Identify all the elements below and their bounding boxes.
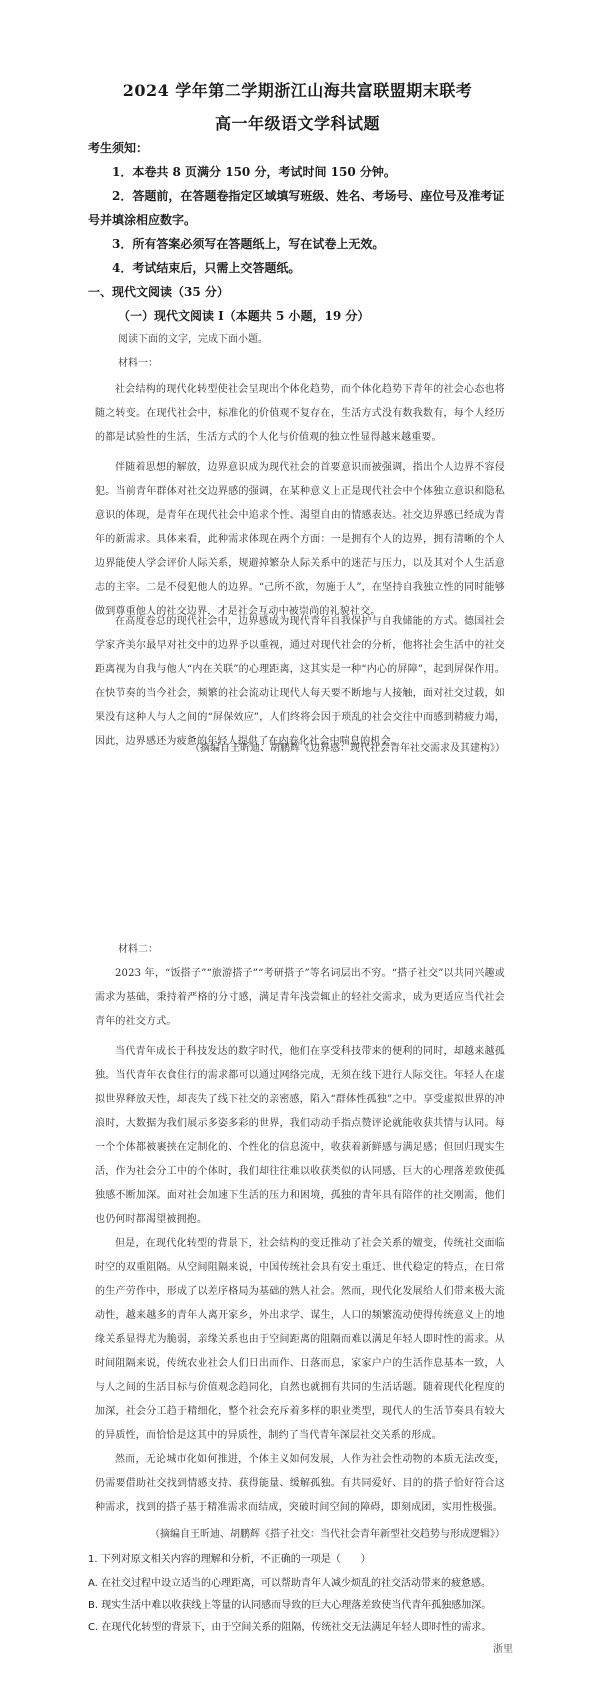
question-option: B. 现实生活中难以收获线上等量的认同感而导致的巨大心理落差致使当代青年孤独感加深。 (88, 1600, 492, 1611)
exam-subtitle: 高一年级语文学科试题 (214, 114, 380, 133)
notice-item: 4．考试结束后，只需上交答题纸。 (112, 261, 301, 275)
material1-paragraph: 伴随着思想的解放，边界意识成为现代社会的首要意识而被强调，指出个人边界不容侵犯。当前青年群体对社交边界感的强调，在某种意义上正是现代社会中个体独立意识和隐私意识的体现，是青年在现代社会中追求个性、渴望自由的情感表达。社交边界感已经成为青年的新需求。具体来看，此种需求体现在两个方面：一是拥有个人的边界，拥有清晰的个人边界能使人学会评价人际关系，规避掉繁杂人际关系中的迷茫与压力，以及其对个人生活意志的主宰。二是不侵犯他人的边界。“己所不欲，勿施于人”，在坚持自我独立性的同时能够做到尊重他人的社交边界，才是社会互动中被崇尚的礼貌社交。 (95, 462, 505, 617)
notice-item: 1．本卷共 8 页满分 150 分，考试时间 150 分钟。 (112, 165, 396, 179)
material2-paragraph: 2023 年，“饭搭子”“旅游搭子”“考研搭子”等名词层出不穷。“搭子社交”以共同兴趣或需求为基础，秉持着严格的分寸感，满足青年浅尝辄止的轻社交需求，成为更适应当代社会青年的社交方式。 (95, 968, 505, 1027)
instruction-text: 阅读下面的文字，完成下面小题。 (118, 334, 268, 345)
question-option: A. 在社交过程中设立适当的心理距离，可以帮助青年人减少烦乱的社交活动带来的疲惫感。 (88, 1578, 492, 1589)
section-heading: 一、现代文阅读（35 分） (88, 285, 229, 299)
question-stem: 1. 下列对原文相关内容的理解和分析，不正确的一项是（ ） (88, 1554, 371, 1565)
material2-paragraph: 然而，无论城市化如何推进，个体主义如何发展，人作为社会性动物的本质无法改变，仍需要借助社交找到情感支持、获得能量、缓解孤独。有共同爱好、目的的搭子恰好符合这种需求，找到的搭子基于精准需求而结成，突破时间空间的障碍，即刻成团，实用性极强。 (95, 1454, 505, 1513)
notice-heading: 考生须知： (88, 141, 149, 155)
question-option: C. 在现代化转型的背景下，由于空间关系的阻隔，传统社交无法满足年轻人即时性的需求。 (88, 1622, 492, 1633)
material1-paragraph: 在高度卷总的现代社会中，边界感成为现代青年自我保护与自我储能的方式。德国社会学家齐美尔最早对社交中的边界予以重视，通过对现代社会的分析，他将社会生活中的社交距离视为自我与他人“内在关联”的心理距离，这其实是一种“内心的屏障”，起到屏保作用。在快节奏的当今社会，频繁的社会流动让现代人每天要不断地与人接触，面对社交过载，如果没有这种人与人之间的“屏保效应”，人们终将会因于琐乱的社会交往中而感到精疲力竭，因此，边界感还为疲惫的年轻人提供了在内卷化社会中喘息的机会。 (95, 616, 505, 747)
material2-citation: （摘编自王昕迪、胡鹏辉《搭子社交：当代社会青年新型社交趋势与形成逻辑》） (150, 1529, 505, 1540)
material1-citation: （摘编自王昕迪、胡鹏辉《边界感：现代社会青年社交需求及其建构》） (190, 743, 505, 754)
notice-item: 3．所有答案必须写在答题纸上，写在试卷上无效。 (112, 237, 385, 251)
material2-paragraph: 当代青年成长于科技发达的数字时代，他们在享受科技带来的便利的同时，却越来越孤独。当代青年衣食住行的需求都可以通过网络完成，无须在线下进行人际交往。年轻人在虚拟世界释放天性，却丧失了线下社交的亲密感，陷入“群体性孤独”之中。享受虚拟世界的冲浪时，大数据为我们展示多姿多彩的世界，我们动动手指点赞评论就能收获共情与认同。每一个个体都被裹挟在定制化的、个性化的信息流中，收获着新鲜感与满足感；但回归现实生活，作为社会分工中的个体时，我们却往往难以收获类似的认同感，巨大的心理落差致使孤独感不断加深。面对社会加速下生活的压力和困境，孤独的青年具有陪伴的社交刚需，他们也仍何时都渴望被拥抱。 (95, 1046, 505, 1225)
notice-item: 2．答题前，在答题卷指定区域填写班级、姓名、考场号、座位号及准考证 (112, 189, 505, 203)
material1-paragraph: 社会结构的现代化转型使社会呈现出个体化趋势，而个体化趋势下青年的社会心态也将随之转变。在现代社会中，标准化的价值观不复存在，生活方式没有数我数有，每个人经历的都是试验性的生活，生活方式的个人化与价值观的独立性显得越来越重要。 (95, 384, 505, 443)
material2-label: 材料二： (118, 944, 158, 955)
material1-label: 材料一： (118, 358, 158, 369)
exam-title: 2024 学年第二学期浙江山海共富联盟期末联考 (122, 81, 473, 100)
footer-mark: 浙里 (493, 1644, 513, 1655)
material2-paragraph: 但是，在现代化转型的背景下，社会结构的变迁推动了社会关系的嬗变，传统社交面临时空的双重阻隔。从空间阻隔来说，中国传统社会具有安土重迁、世代稳定的特点，在日常的生产劳作中，形成了以差序格局为基础的熟人社会。然而，现代化发展给人们带来极大流动性，越来越多的青年人离开家乡，外出求学、谋生，人口的频繁流动使得传统意义上的地缘关系显得尤为脆弱，亲缘关系也由于空间距离的阻隔而难以满足年轻人即时性的需求。从时间阻隔来说，传统农业社会人们日出而作、日落而息，家家户户的生活作息基本一致，人与人之间的生活目标与价值观念趋同化，自然也就拥有共同的生活话题。随着现代化程度的加深，社会分工趋于精细化，整个社会充斥着多样的职业类型，现代人的生活节奏具有较大的异质性，而恰恰是这其中的异质性，制约了当代青年深层社交关系的形成。 (95, 1238, 505, 1441)
notice-item: 号并填涂相应数字。 (88, 213, 197, 227)
sub-section-heading: （一）现代文阅读 I（本题共 5 小题，19 分） (118, 309, 370, 323)
